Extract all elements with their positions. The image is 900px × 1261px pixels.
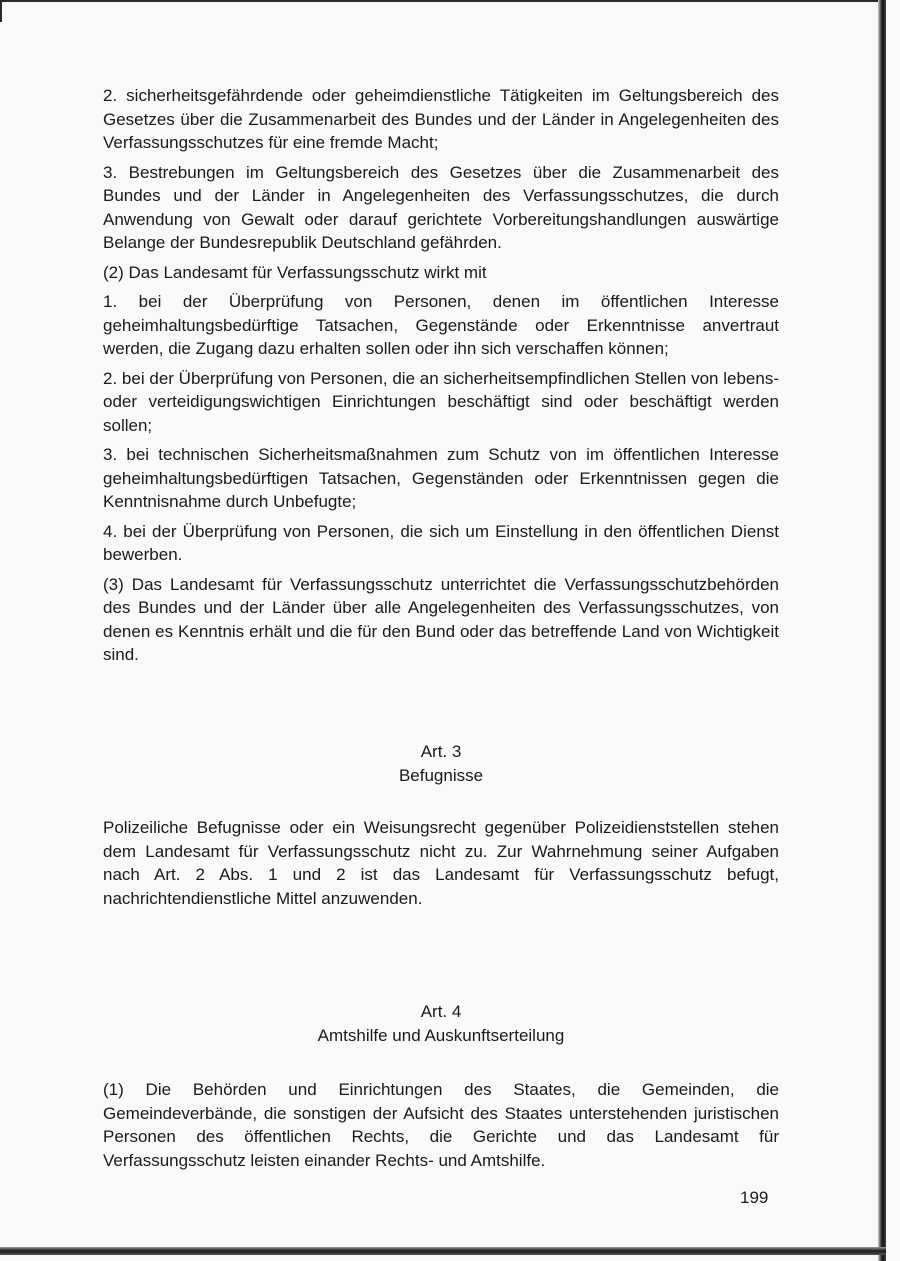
paragraph: 2. bei der Überprüfung von Personen, die an sicherheitsempfindlichen Stellen von lebens- oder verteidigungswichtigen Einrichtungen beschäftigt sind oder beschäftigt werden sollen; [103, 368, 779, 435]
article-3-heading [103, 740, 779, 787]
article-number: Art. 4 [420, 1002, 462, 1021]
page-edge-left [0, 0, 2, 22]
paragraph: 2. sicherheitsgefährdende oder geheimdienstliche Tätigkeiten im Geltungsbereich des Gesetzes über die Zusammenarbeit des Bundes und der Länder in Angelegenheiten des Verfassungsschutzes für eine fremde Macht; [103, 86, 779, 152]
paragraph: 1. bei der Überprüfung von Personen, denen im öffentlichen Interesse geheimhaltungsbedürftige Tatsachen, Gegenstände oder Erkenntnisse anvertraut werden, die Zugang dazu erhalten sollen oder ihn sich verschaffen können; [103, 292, 779, 358]
paragraph: (3) Das Landesamt für Verfassungsschutz unterrichtet die Verfassungsschutzbehörden des Bundes und der Länder über alle Angelegenheiten des Verfassungsschutzes, von denen es Kenntnis erhält und die für den Bund oder das betreffende Land von Wichtigkeit sind. [103, 574, 779, 664]
paragraph: 3. Bestrebungen im Geltungsbereich des Gesetzes über die Zusammenarbeit des Bundes und der Länder in Angelegenheiten des Verfassungsschutzes, die durch Anwendung von Gewalt oder darauf gerichtete Vorbereitungshandlungen auswärtige Belange der Bundesrepublik Deutschland gefährden. [103, 162, 779, 252]
article-title: Befugnisse [398, 765, 484, 785]
article-number: Art. 3 [420, 742, 462, 761]
paragraph: 3. bei technischen Sicherheitsmaßnahmen zum Schutz von im öffentlichen Interesse geheimhaltungsbedürftigen Tatsachen, Gegenständen oder Erkenntnissen gegen die Kenntnisnahme durch Unbefugte; [103, 445, 779, 511]
page-number: 199 [740, 1188, 769, 1207]
page-edge-bottom [0, 1247, 886, 1255]
article-4-heading [103, 1000, 779, 1047]
paragraph: (2) Das Landesamt für Verfassungsschutz wirkt mit [103, 262, 487, 282]
page-edge-top [0, 0, 880, 2]
paragraph: (1) Die Behörden und Einrichtungen des Staates, die Gemeinden, die Gemeindeverbände, die sonstigen der Aufsicht des Staates unterstehenden juristischen Personen des öffentlichen Rechts, die Gerichte und das Landesamt für Verfassungsschutz leisten einander Rechts- und Amtshilfe. [103, 1080, 779, 1170]
article-4-text [103, 1078, 779, 1172]
page-edge-right [878, 0, 886, 1261]
article-3-text [103, 816, 779, 910]
paragraph: Polizeiliche Befugnisse oder ein Weisungsrecht gegenüber Polizeidienststellen stehen dem Landesamt für Verfassungsschutz nicht zu. Zur Wahrnehmung seiner Aufgaben nach Art. 2 Abs. 1 und 2 ist das Landesamt für Verfassungsschutz befugt, nachrichtendienstliche Mittel anzuwenden. [103, 818, 779, 908]
article-title: Amtshilfe und Auskunftserteilung [317, 1025, 565, 1045]
body-text [103, 84, 779, 673]
paragraph: 4. bei der Überprüfung von Personen, die sich um Einstellung in den öffentlichen Dienst bewerben. [103, 521, 779, 564]
